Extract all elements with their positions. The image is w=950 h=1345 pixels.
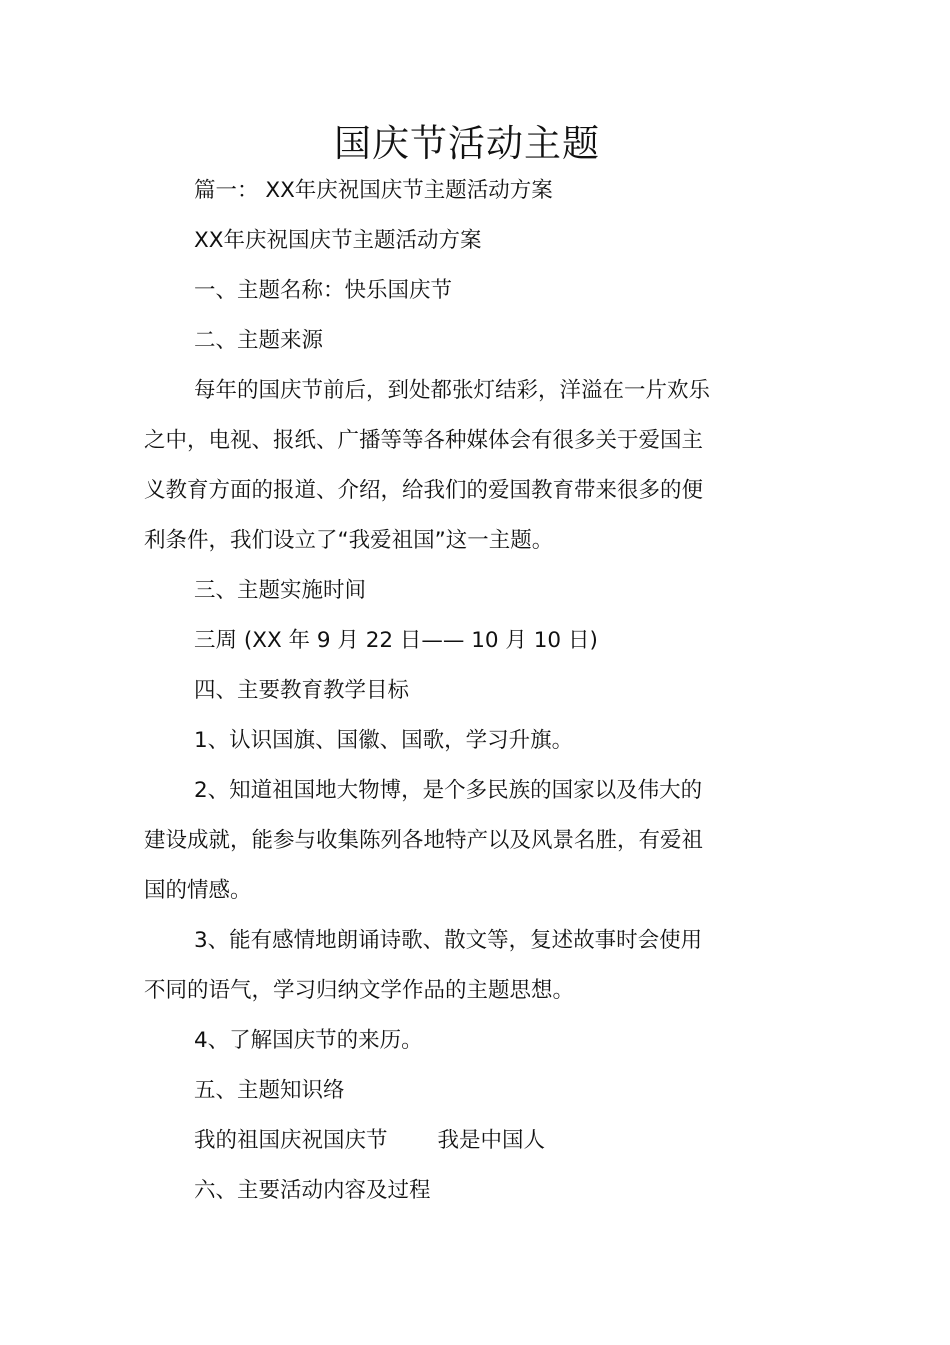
goal-item-2-continued: 国的情感。 [144, 878, 252, 903]
knowledge-topic: 我是中国人 [437, 1128, 546, 1153]
paragraph-line: 每年的国庆节前后，到处都张灯结彩，洋溢在一片欢乐 [194, 378, 711, 403]
goal-item-4: 4、了解国庆节的来历。 [194, 1028, 423, 1053]
paragraph-line: 利条件，我们设立了“我爱祖国”这一主题。 [144, 528, 554, 553]
goal-item-3-continued: 不同的语气，学习归纳文学作品的主题思想。 [144, 978, 575, 1003]
section-heading-part-one: 篇一： XX年庆祝国庆节主题活动方案 [194, 178, 553, 203]
goal-item-2: 2、知道祖国地大物博，是个多民族的国家以及伟大的 [194, 778, 703, 803]
goal-item-3: 3、能有感情地朗诵诗歌、散文等，复述故事时会使用 [194, 928, 703, 953]
knowledge-network-line [194, 1126, 545, 1156]
heading-theme-name: 一、主题名称：快乐国庆节 [194, 278, 453, 303]
goal-item-2-continued: 建设成就，能参与收集陈列各地特产以及风景名胜，有爱祖 [144, 828, 704, 853]
paragraph-line: 之中，电视、报纸、广播等等各种媒体会有很多关于爱国主 [144, 428, 704, 453]
heading-implementation-time: 三、主题实施时间 [194, 578, 367, 603]
paragraph-line: 义教育方面的报道、介绍，给我们的爱国教育带来很多的便 [144, 478, 704, 503]
heading-main-activities: 六、主要活动内容及过程 [194, 1178, 431, 1203]
plan-title: XX年庆祝国庆节主题活动方案 [194, 228, 482, 253]
date-range-line: 三周 (XX 年 9 月 22 日—— 10 月 10 日) [194, 628, 598, 653]
heading-theme-source: 二、主题来源 [194, 328, 324, 353]
knowledge-topic: 我的祖国庆祝国庆节 [194, 1128, 388, 1153]
heading-education-goals: 四、主要教育教学目标 [194, 678, 410, 703]
heading-knowledge-network: 五、主题知识络 [194, 1078, 345, 1103]
goal-item-1: 1、认识国旗、国徽、国歌，学习升旗。 [194, 728, 574, 753]
document-title: 国庆节活动主题 [334, 122, 600, 165]
